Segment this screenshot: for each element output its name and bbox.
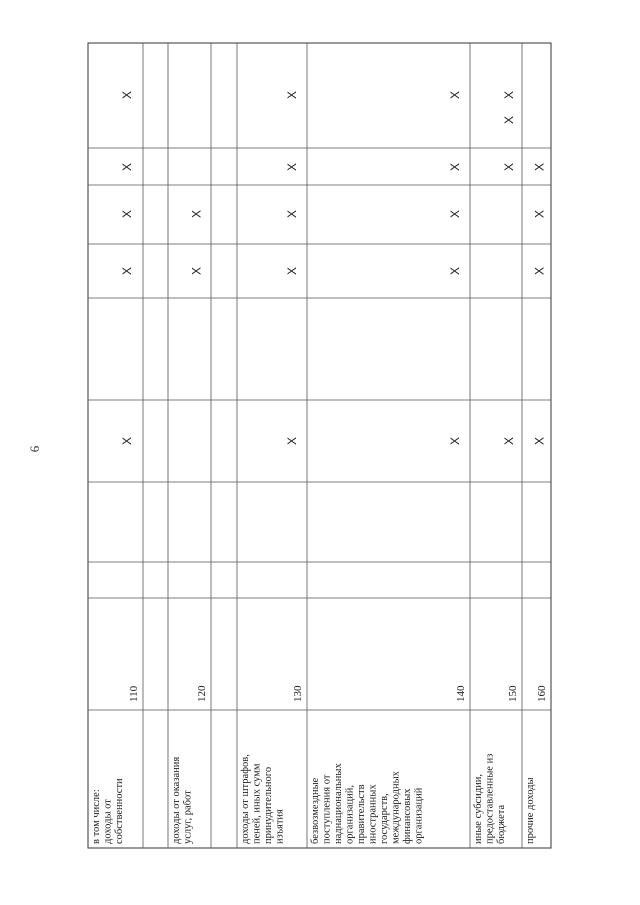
x-mark: X: [120, 162, 135, 172]
row-name-line: иностранных: [367, 784, 379, 844]
row-code: 150: [507, 685, 519, 702]
table-row: [91, 91, 140, 844]
x-mark: X: [285, 436, 300, 446]
row-name-line: иные субсидии,: [473, 773, 484, 844]
row-name-line: финансовых: [402, 788, 413, 844]
row-name-line: государств,: [379, 793, 390, 844]
row-name-line: бюджета: [496, 804, 507, 844]
x-mark: X: [285, 90, 300, 100]
x-mark: X: [120, 90, 135, 100]
row-name-line: изъятия: [274, 809, 286, 844]
row-name-line: доходы от штрафов,: [240, 754, 251, 844]
page-number: 6: [27, 445, 42, 453]
row-name-line: пеней, иных сумм: [251, 763, 263, 844]
row-name-line: услуг, работ: [182, 790, 194, 844]
row-name-line: международных: [390, 771, 402, 844]
x-mark: X: [120, 436, 135, 446]
x-mark: X: [502, 436, 517, 446]
row-name-line: наднациональных: [333, 763, 344, 844]
row-code: 130: [292, 685, 304, 702]
row-name-line: доходы от: [102, 799, 114, 844]
x-mark: X: [532, 436, 547, 446]
x-mark: X: [189, 209, 204, 219]
x-mark: X: [285, 209, 300, 219]
row-name-line: собственности: [114, 778, 125, 844]
x-mark: X: [502, 90, 517, 100]
table-row: [473, 91, 519, 844]
x-mark: X: [532, 162, 547, 172]
x-mark: X: [448, 162, 463, 172]
x-mark: X: [120, 266, 135, 276]
row-name-line: принудительного: [263, 766, 274, 844]
row-code: 160: [536, 685, 548, 702]
row-name-line: безвозмездные: [310, 777, 321, 844]
row-name-line: организаций,: [344, 785, 356, 844]
x-mark: X: [448, 436, 463, 446]
row-code: 140: [455, 685, 467, 702]
x-mark: X: [448, 209, 463, 219]
table-row: [171, 210, 208, 844]
row-code: 120: [196, 685, 208, 702]
row-name-line: правительств: [356, 784, 367, 844]
x-mark: X: [448, 90, 463, 100]
x-mark: X: [532, 266, 547, 276]
row-code: 110: [128, 685, 140, 702]
x-mark: X: [448, 266, 463, 276]
x-mark: X: [120, 209, 135, 219]
x-mark: X: [189, 266, 204, 276]
x-mark: X: [532, 209, 547, 219]
table-row: [240, 91, 304, 844]
row-name-line: предоставленные из: [484, 753, 496, 844]
x-mark: X: [502, 115, 517, 125]
x-mark: X: [285, 162, 300, 172]
table-row: [525, 163, 548, 844]
row-name-line: в том числе:: [91, 789, 102, 844]
table-border: [88, 43, 551, 848]
x-mark: X: [285, 266, 300, 276]
x-mark: X: [502, 162, 517, 172]
table-row: [310, 91, 467, 844]
row-name-line: организаций: [413, 787, 425, 844]
row-name-line: поступления от: [321, 774, 333, 844]
row-name-line: доходы от оказания: [171, 756, 182, 844]
row-name-line: прочие доходы: [525, 777, 536, 844]
